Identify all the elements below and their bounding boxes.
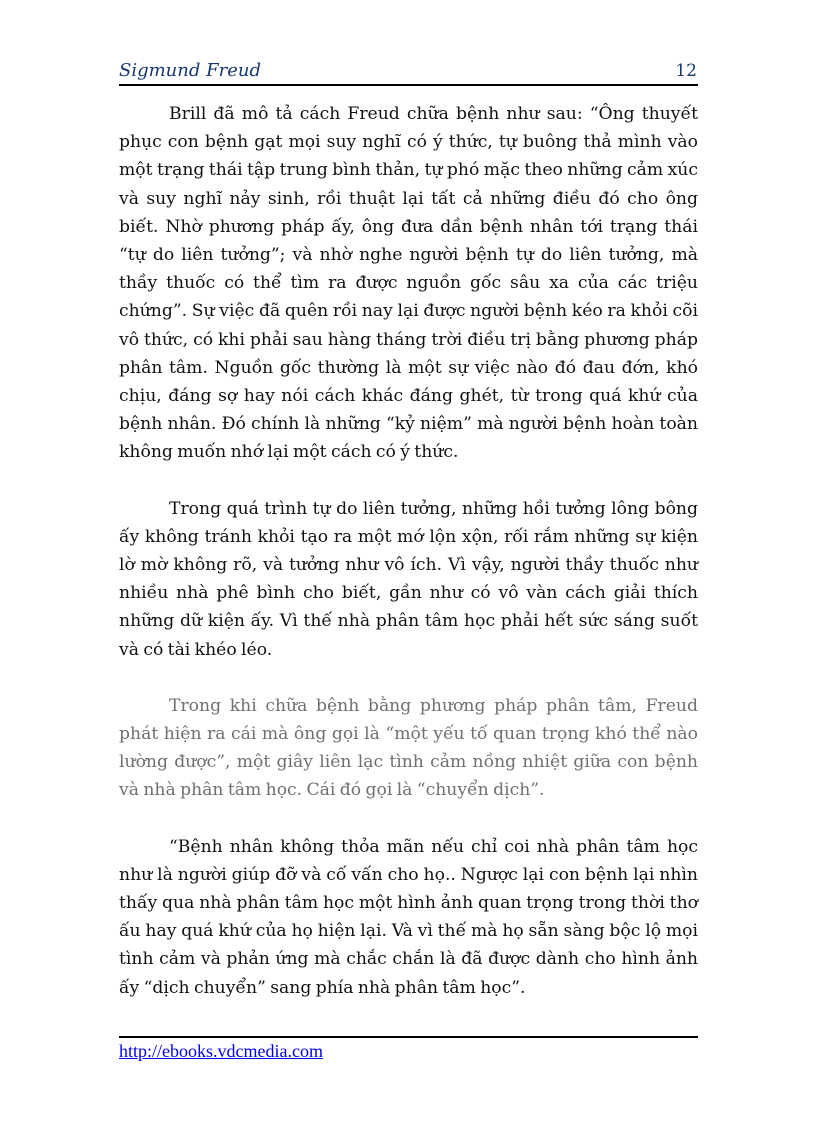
footer-divider: [119, 1036, 698, 1038]
paragraph-3: Trong khi chữa bệnh bằng phương pháp phân tâm, Freud phát hiện ra cái mà ông gọi là “một yếu tố quan trọng khó thể nào lường được”, một giây liên lạc tình cảm nồng nhiệt giữa con bệnh và nhà phân tâm học. Cái đó gọi là “chuyển dịch”.: [119, 695, 698, 801]
paragraph-4: “Bệnh nhân không thỏa mãn nếu chỉ coi nhà phân tâm học như là người giúp đỡ và cố vấn cho họ.. Ngược lại con bệnh lại nhìn thấy qua nhà phân tâm học một hình ảnh quan trọng trong thời thơ ấu hay quá khứ của họ hiện lại. Và vì thế mà họ sẵn sàng bộc lộ mọi tình cảm và phản ứng mà chắc chắn là đã được dành cho hình ảnh ấy “dịch chuyển” sang phía nhà phân tâm học”.: [119, 836, 698, 998]
page-number: 12: [675, 61, 697, 81]
book-author-title: Sigmund Freud: [119, 60, 261, 81]
page-body: [119, 100, 698, 1002]
paragraph-1: Brill đã mô tả cách Freud chữa bệnh như sau: “Ông thuyết phục con bệnh gạt mọi suy nghĩ có ý thức, tự buông thả mình vào một trạng thái tập trung bình thản, tự phó mặc theo những cảm xúc và suy nghĩ nảy sinh, rồi thuật lại tất cả những điều đó cho ông biết. Nhờ phương pháp ấy, ông đưa dần bệnh nhân tới trạng thái “tự do liên tưởng”; và nhờ nghe người bệnh tự do liên tưởng, mà thầy thuốc có thể tìm ra được nguồn gốc sâu xa của các triệu chứng”. Sự việc đã quên rồi nay lại được người bệnh kéo ra khỏi cõi vô thức, có khi phải sau hàng tháng trời điều trị bằng phương pháp phân tâm. Nguồn gốc thường là một sự việc nào đó đau đớn, khó chịu, đáng sợ hay nói cách khác đáng ghét, từ trong quá khứ của bệnh nhân. Đó chính là những “kỷ niệm” mà người bệnh hoàn toàn không muốn nhớ lại một cách có ý thức.: [119, 104, 698, 463]
page-header: [119, 58, 698, 86]
paragraph-2: Trong quá trình tự do liên tưởng, những hồi tưởng lông bông ấy không tránh khỏi tạo ra một mớ lộn xộn, rối rắm những sự kiện lờ mờ không rõ, và tưởng như vô ích. Vì vậy, người thầy thuốc như nhiều nhà phê bình cho biết, gần như có vô vàn cách giải thích những dữ kiện ấy. Vì thế nhà phân tâm học phải hết sức sáng suốt và có tài khéo léo.: [119, 498, 698, 660]
footer-website-link[interactable]: http://ebooks.vdcmedia.com: [119, 1041, 323, 1061]
